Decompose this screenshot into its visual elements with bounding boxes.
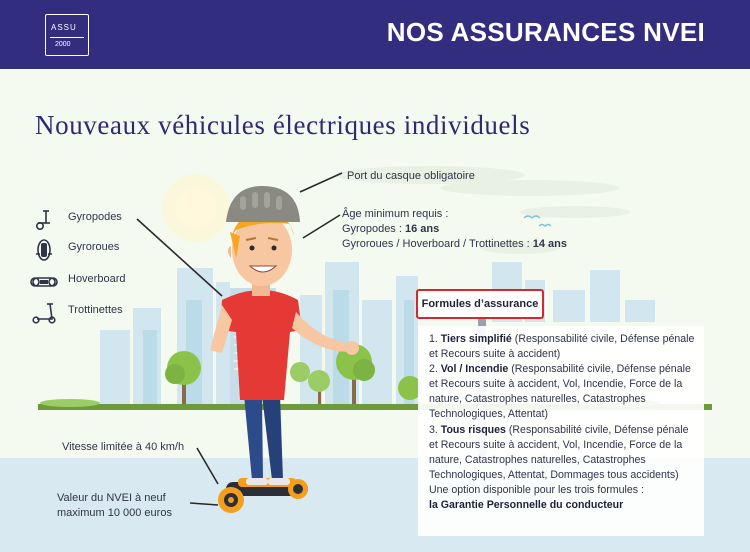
age-callout-gyropodes bbox=[342, 222, 439, 237]
age-callout-title: Âge minimum requis : bbox=[342, 208, 449, 220]
formula-number: 1. bbox=[429, 333, 441, 345]
helmet-callout: Port du casque obligatoire bbox=[347, 170, 475, 182]
formulas-text bbox=[429, 332, 697, 513]
trottinette-icon bbox=[30, 301, 58, 325]
formula-item bbox=[429, 332, 697, 362]
formules-sign: Formules d’assurance bbox=[416, 289, 544, 319]
vehicle-label: Hoverboard bbox=[68, 273, 126, 285]
vehicle-label: Gyroroues bbox=[68, 241, 120, 253]
value-callout-line1: Valeur du NVEI à neuf bbox=[57, 492, 166, 504]
gyroroue-icon bbox=[30, 238, 58, 262]
assu2000-logo[interactable] bbox=[45, 14, 89, 56]
birds bbox=[524, 216, 551, 226]
age-other-prefix: Gyroroues / Hoverboard / Trottinettes : bbox=[342, 238, 533, 250]
option-bold-text bbox=[429, 498, 697, 513]
hoverboard-icon bbox=[30, 270, 58, 294]
formula-description: (Responsabilité civile, Défense pénale et Recours suite à accident) bbox=[429, 333, 695, 361]
gyropode-icon bbox=[30, 208, 58, 232]
option-name: la Garantie Personnelle du conducteur bbox=[429, 499, 624, 512]
formula-description: (Responsabilité civile, Défense pénale et Recours suite à accident, Vol, Incendie, Force de la nature, Catastrophes naturelles, Catastrophes Technologiques, Attentat) bbox=[429, 363, 691, 421]
formula-number: 3. bbox=[429, 423, 441, 436]
vehicle-label: Trottinettes bbox=[68, 304, 123, 316]
value-callout-line2: maximum 10 000 euros bbox=[57, 507, 172, 519]
formula-name: Tiers simplifié bbox=[440, 333, 512, 345]
age-gyro-prefix: Gyropodes : bbox=[342, 223, 405, 235]
age-gyro-value: 16 ans bbox=[404, 223, 440, 235]
vehicle-label: Gyropodes bbox=[68, 211, 122, 223]
formula-name: Tous risques bbox=[440, 423, 506, 436]
option-text: Une option disponible pour les trois formules : bbox=[429, 483, 644, 496]
age-callout-others bbox=[342, 237, 567, 252]
header-bar bbox=[0, 0, 750, 69]
logo-text-top: ASSU bbox=[51, 23, 77, 32]
formulas-panel bbox=[418, 326, 704, 536]
logo-divider bbox=[50, 37, 84, 38]
formula-name: Vol / Incendie bbox=[440, 363, 509, 376]
formula-number: 2. bbox=[429, 363, 441, 376]
logo-text-bottom: 2000 bbox=[55, 41, 71, 48]
age-other-value: 14 ans bbox=[532, 238, 567, 250]
formula-item bbox=[429, 362, 697, 422]
page-title: NOS ASSURANCES NVEI bbox=[386, 17, 705, 47]
formula-item bbox=[429, 423, 697, 483]
section-subtitle: Nouveaux véhicules électriques individuels bbox=[35, 110, 531, 140]
formula-description: (Responsabilité civile, Défense pénale et Recours suite à accident, Vol, Incendie, Force de la nature, Catastrophes naturelles, Catastrophes Technologiques, Attentat, Dommages tous accidents) bbox=[429, 423, 689, 481]
speed-callout: Vitesse limitée à 40 km/h bbox=[62, 441, 185, 453]
